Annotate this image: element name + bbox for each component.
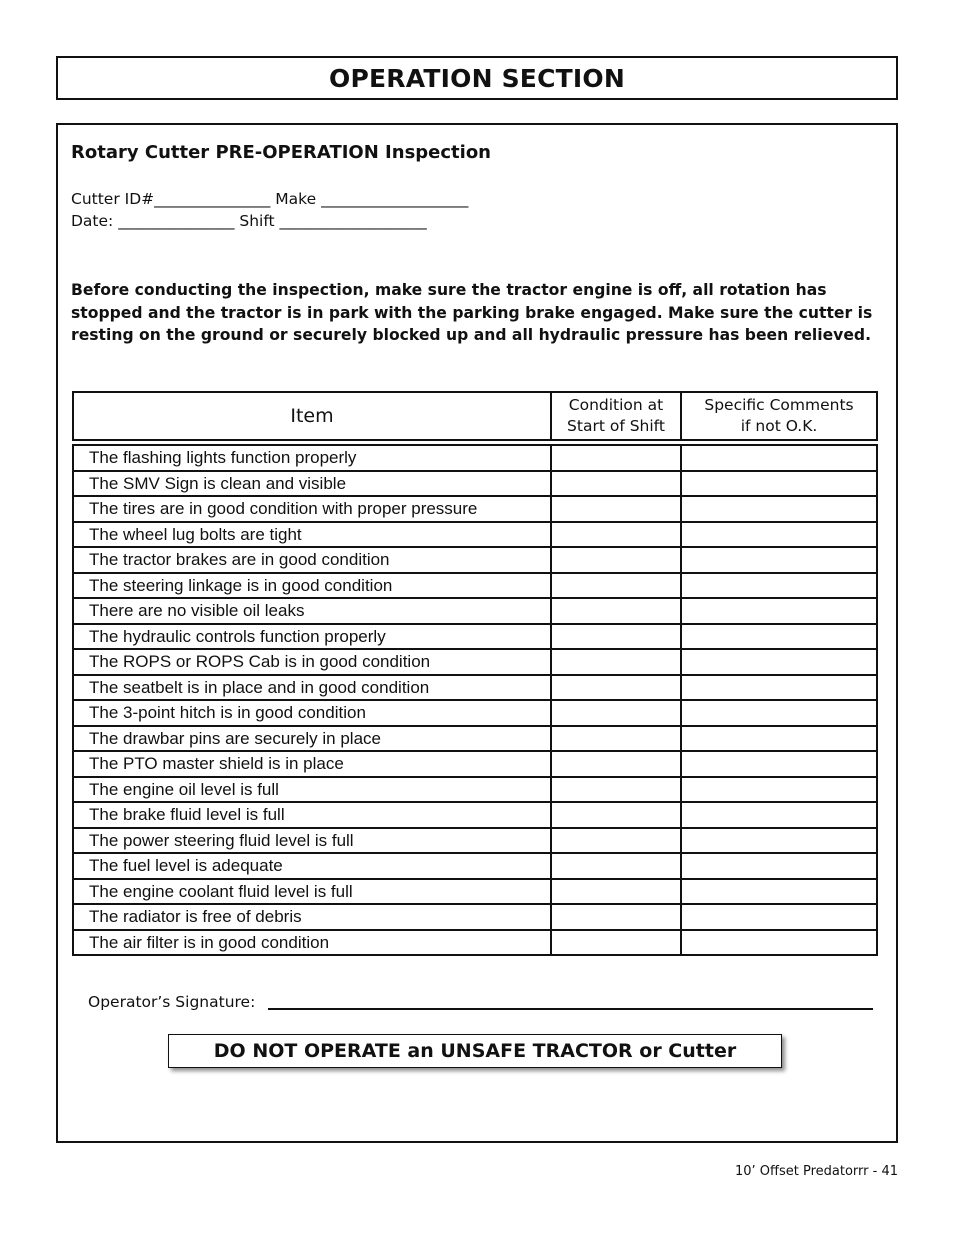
comments-cell[interactable] [681,904,877,930]
checklist-item: The PTO master shield is in place [73,751,551,777]
checklist-item: The hydraulic controls function properly [73,624,551,650]
checklist-item: The wheel lug bolts are tight [73,522,551,548]
table-row [73,547,877,573]
comments-cell[interactable] [681,930,877,956]
checklist-item: The 3-point hitch is in good condition [73,700,551,726]
comments-cell[interactable] [681,624,877,650]
comments-cell[interactable] [681,726,877,752]
comments-cell[interactable] [681,853,877,879]
checklist-item: The engine oil level is full [73,777,551,803]
table-row [73,573,877,599]
table-row [73,751,877,777]
condition-cell[interactable] [551,471,681,497]
table-row [73,445,877,471]
checklist-item: The ROPS or ROPS Cab is in good condition [73,649,551,675]
pre-inspection-warning: Before conducting the inspection, make sure the tractor engine is off, all rotation has stopped and the tractor is in park with the parking brake engaged. Make sure the cutter is resting on the ground or securely blocked up and all hydraulic pressure has been relieved. [71,281,873,344]
header-condition: Condition at Start of Shift [551,392,681,440]
table-row [73,675,877,701]
comments-cell[interactable] [681,649,877,675]
condition-cell[interactable] [551,649,681,675]
table-row [73,496,877,522]
signature-label: Operator’s Signature: [88,993,256,1011]
condition-cell[interactable] [551,675,681,701]
checklist-item: The flashing lights function properly [73,445,551,471]
comments-cell[interactable] [681,700,877,726]
condition-cell[interactable] [551,624,681,650]
table-row [73,649,877,675]
condition-cell[interactable] [551,879,681,905]
checklist-item: The power steering fluid level is full [73,828,551,854]
condition-cell[interactable] [551,598,681,624]
date-shift-field[interactable]: Date: _______________ Shift ___________________ [71,212,427,230]
comments-cell[interactable] [681,522,877,548]
condition-cell[interactable] [551,726,681,752]
condition-cell[interactable] [551,573,681,599]
comments-cell[interactable] [681,547,877,573]
table-row [73,930,877,956]
comments-cell[interactable] [681,598,877,624]
section-header [56,56,898,100]
checklist-item: The air filter is in good condition [73,930,551,956]
condition-cell[interactable] [551,522,681,548]
table-row [73,624,877,650]
table-row [73,853,877,879]
comments-cell[interactable] [681,573,877,599]
condition-cell[interactable] [551,445,681,471]
checklist-item: The tractor brakes are in good condition [73,547,551,573]
checklist-item: The engine coolant fluid level is full [73,879,551,905]
table-row [73,700,877,726]
condition-cell[interactable] [551,496,681,522]
table-header-row [73,392,877,440]
comments-cell[interactable] [681,675,877,701]
cutter-id-make-field[interactable]: Cutter ID#_______________ Make ___________________ [71,190,469,208]
comments-cell[interactable] [681,777,877,803]
condition-cell[interactable] [551,930,681,956]
signature-line[interactable] [268,1008,873,1010]
condition-cell[interactable] [551,853,681,879]
inspection-checklist-table [72,391,878,956]
comments-cell[interactable] [681,879,877,905]
table-row [73,777,877,803]
page-footer: 10’ Offset Predatorrr - 41 [734,1164,898,1179]
table-row [73,904,877,930]
checklist-item: The radiator is free of debris [73,904,551,930]
checklist-item: The fuel level is adequate [73,853,551,879]
table-row [73,828,877,854]
condition-cell[interactable] [551,802,681,828]
checklist-item: The tires are in good condition with proper pressure [73,496,551,522]
condition-cell[interactable] [551,547,681,573]
comments-cell[interactable] [681,445,877,471]
table-row [73,802,877,828]
condition-cell[interactable] [551,700,681,726]
condition-cell[interactable] [551,828,681,854]
comments-cell[interactable] [681,828,877,854]
checklist-item: The drawbar pins are securely in place [73,726,551,752]
form-title: Rotary Cutter PRE-OPERATION Inspection [71,142,491,163]
comments-cell[interactable] [681,496,877,522]
comments-cell[interactable] [681,751,877,777]
checklist-item: The brake fluid level is full [73,802,551,828]
table-row [73,471,877,497]
banner-text: DO NOT OPERATE an UNSAFE TRACTOR or Cutter [213,1040,737,1062]
checklist-item: There are no visible oil leaks [73,598,551,624]
comments-cell[interactable] [681,471,877,497]
header-item: Item [73,392,551,440]
condition-cell[interactable] [551,751,681,777]
checklist-body [73,440,877,955]
checklist-item: The SMV Sign is clean and visible [73,471,551,497]
condition-cell[interactable] [551,904,681,930]
section-title: OPERATION SECTION [329,63,625,93]
table-row [73,879,877,905]
comments-cell[interactable] [681,802,877,828]
unsafe-warning-banner [168,1034,782,1068]
table-row [73,726,877,752]
table-row [73,598,877,624]
checklist-item: The steering linkage is in good condition [73,573,551,599]
condition-cell[interactable] [551,777,681,803]
checklist-item: The seatbelt is in place and in good condition [73,675,551,701]
table-row [73,522,877,548]
header-comments: Specific Comments if not O.K. [681,392,877,440]
